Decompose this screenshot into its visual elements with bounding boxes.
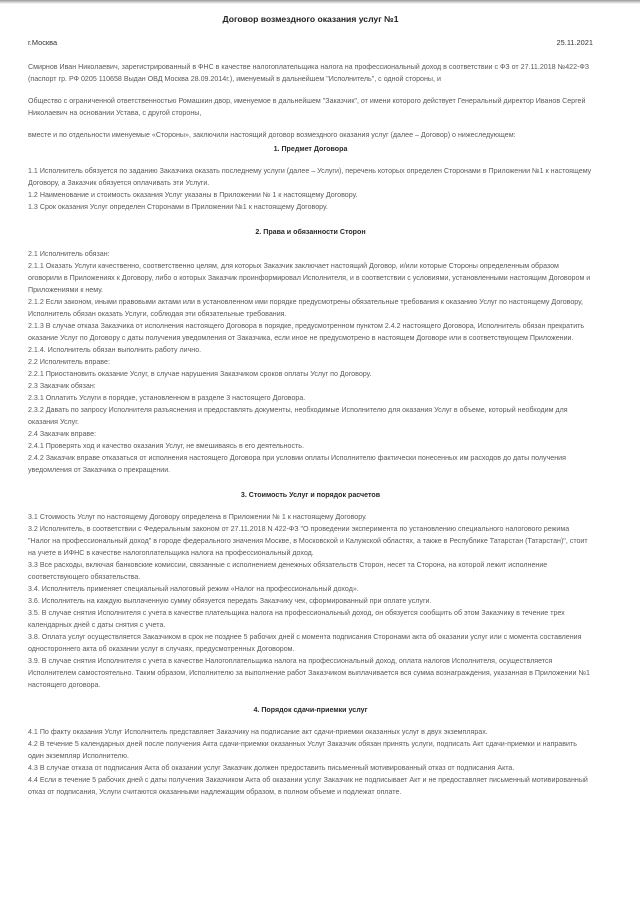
- preamble-paragraph: Смирнов Иван Николаевич, зарегистрированный в ФНС в качестве налогоплательщика налога на профессиональный доход в соответствии с ФЗ от 27.11.2018 №422-ФЗ (паспорт гр. РФ 0205 110658 Выдан ОВД Москва 28.09.2014г.), именуемый в дальнейшем "Исполнитель", с одной стороны, и: [28, 63, 590, 83]
- clause: 4.3 В случае отказа от подписания Акта об оказании услуг Заказчик должен предоставить письменный мотивированный отказ от подписания Акта.: [28, 764, 515, 772]
- clause: 2.1.4. Исполнитель обязан выполнить работу лично.: [28, 346, 202, 354]
- clause: 2.4 Заказчик вправе:: [28, 430, 97, 438]
- clause: 2.2.1 Приостановить оказание Услуг, в случае нарушения Заказчиком сроков оплаты Услуг по Договору.: [28, 370, 372, 378]
- clause: 2.1 Исполнитель обязан:: [28, 250, 110, 258]
- clause: 2.3.1 Оплатить Услуги в порядке, установленном в разделе 3 настоящего Договора.: [28, 394, 306, 402]
- city: г.Москва: [28, 38, 58, 47]
- section-1: [28, 143, 593, 213]
- clause: 2.2 Исполнитель вправе:: [28, 358, 110, 366]
- clause: 2.3 Заказчик обязан:: [28, 382, 96, 390]
- section-heading: 4. Порядок сдачи-приемки услуг: [253, 706, 368, 714]
- section-heading: 1. Предмет Договора: [273, 145, 348, 153]
- preamble-paragraph: Общество с ограниченной ответственностью Ромашкин двор, именуемое в дальнейшем "Заказчик", от имени которого действует Генеральный директор Иванов Сергей Николаевич на основании Устава, с другой стороны,: [28, 97, 586, 117]
- preamble: [28, 61, 593, 141]
- clause: 1.2 Наименование и стоимость оказания Услуг указаны в Приложении № 1 к настоящему Договору.: [28, 191, 358, 199]
- clause: 2.3.2 Давать по запросу Исполнителя разъяснения и предоставлять документы, необходимые Исполнителю для оказания Услуг в объеме, который необходим для оказания Услуг.: [28, 406, 568, 426]
- clause: 2.1.1 Оказать Услуги качественно, соответственно целям, для которых Заказчик заключает настоящий Договор, и/или которые Стороны определенным образом оговорили в Приложениях к Договору, либо о которых Заказчик проинформировал Исполнителя, и в соответствии с условиями, установленными настоящим Договором и Приложениями к нему.: [28, 262, 591, 294]
- section-3: [28, 489, 593, 691]
- clause: 2.1.3 В случае отказа Заказчика от исполнения настоящего Договора в порядке, предусмотренном пунктом 2.4.2 настоящего Договора, Исполнитель обязан прекратить оказание Услуг по Договору с даты получения уведомления от Заказчика, если иное не предусмотрено в настоящем Договоре или в соответствующем Приложении.: [28, 322, 585, 342]
- sections: [28, 143, 593, 798]
- clause: 2.4.2 Заказчик вправе отказаться от исполнения настоящего Договора при условии оплаты Исполнителю фактически понесенных им расходов до даты получения уведомления от Заказчика о прекращении.: [28, 454, 566, 474]
- viewer-top-shadow: [0, 0, 640, 4]
- clause: 3.8. Оплата услуг осуществляется Заказчиком в срок не позднее 5 рабочих дней с момента подписания Сторонами акта об оказании услуг или с момента составления одностороннего акта об оказании услуг в случаях, предусмотренных Договором.: [28, 633, 582, 653]
- preamble-paragraph: вместе и по отдельности именуемые «Стороны», заключили настоящий договор возмездного оказания услуг (далее – Договор) о нижеследующем:: [28, 131, 516, 139]
- clause: 3.3 Все расходы, включая банковские комиссии, связанные с исполнением денежных обязательств Сторон, несет та Сторона, на которой лежит исполнение соответствующего обязательства.: [28, 561, 548, 581]
- clause: 3.9. В случае снятия Исполнителя с учета в качестве Налогоплательщика налога на профессиональный доход, оплата налогов Исполнителя, осуществляется Исполнителем самостоятельно. Таким образом, Исполнителю за выполнение работ Заказчиком выплачивается вся сумма вознаграждения, указанная в Приложении №1 настоящего договора.: [28, 657, 590, 689]
- clause: 3.5. В случае снятия Исполнителя с учета в качестве плательщика налога на профессиональный доход, он обязуется сообщить об этом Заказчику в течение трех календарных дней с даты снятия с учета.: [28, 609, 565, 629]
- section-4: [28, 704, 593, 798]
- clause: 3.4. Исполнитель применяет специальный налоговый режим «Налог на профессиональный доход».: [28, 585, 359, 593]
- clause: 3.6. Исполнитель на каждую выплаченную сумму обязуется передать Заказчику чек, сформированный при оплате услуги.: [28, 597, 432, 605]
- clause: 4.1 По факту оказания Услуг Исполнитель представляет Заказчику на подписание акт сдачи-приемки оказанных услуг в двух экземплярах.: [28, 728, 488, 736]
- contract-document: [28, 13, 593, 811]
- clause: 3.2 Исполнитель, в соответствии с Федеральным законом от 27.11.2018 N 422-ФЗ "О проведении эксперимента по установлению специального налогового режима "Налог на профессиональный доход" в городе федерального значения Москве, в Московской и Калужской областях, а также в Республике Татарстан (Татарстан)", стоит на учете в ИФНС в качестве налогоплательщика налога на профессиональный доход.: [28, 525, 588, 557]
- section-heading: 3. Стоимость Услуг и порядок расчетов: [240, 491, 381, 499]
- clause: 4.4 Если в течение 5 рабочих дней с даты получения Заказчиком Акта об оказании услуг Заказчик не подписывает Акт и не предоставляет письменный мотивированный отказ от подписания, Услуги считаются оказанными надлежащим образом, в полном объеме и подлежат оплате.: [28, 776, 588, 796]
- section-2: [28, 226, 593, 476]
- clause: 1.3 Срок оказания Услуг определен Сторонами в Приложении №1 к настоящему Договору.: [28, 203, 328, 211]
- place-date-row: [28, 37, 593, 49]
- clause: 1.1 Исполнитель обязуется по заданию Заказчика оказать последнему услуги (далее – Услуги), перечень которых определен Сторонами в Приложении №1 к настоящему Договору, а Заказчик обязуется оплачивать эти Услуги.: [28, 167, 592, 187]
- clause: 4.2 В течение 5 календарных дней после получения Акта сдачи-приемки оказанных Услуг Заказчик обязан принять услуги, подписать Акт сдачи-приемки и направить один экземпляр Исполнителю.: [28, 740, 577, 760]
- clause: 3.1 Стоимость Услуг по настоящему Договору определена в Приложении № 1 к настоящему Договору.: [28, 513, 367, 521]
- clause: 2.1.2 Если законом, иными правовыми актами или в установленном ими порядке предусмотрены обязательные требования к оказанию Услуг по настоящему Договору, Исполнитель обязан оказать Услуги, соблюдая эти обязательные требования.: [28, 298, 583, 318]
- document-title: Договор возмездного оказания услуг №1: [222, 14, 399, 24]
- section-heading: 2. Права и обязанности Сторон: [255, 228, 366, 236]
- date: 25.11.2021: [556, 38, 593, 47]
- clause: 2.4.1 Проверять ход и качество оказания Услуг, не вмешиваясь в его деятельность.: [28, 442, 304, 450]
